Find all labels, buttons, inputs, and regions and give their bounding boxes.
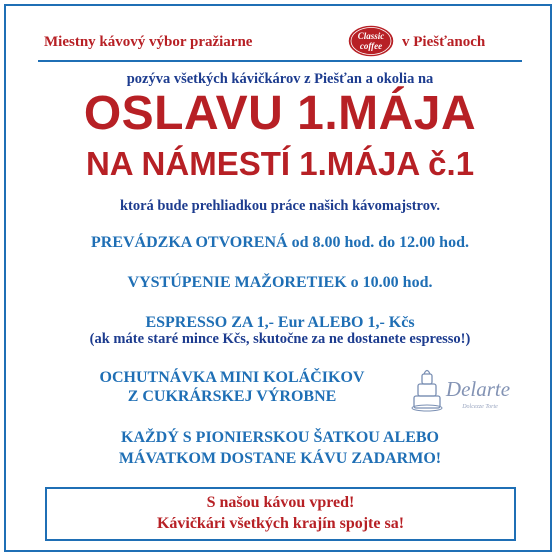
svg-text:Dolcezze Torte: Dolcezze Torte — [462, 404, 498, 410]
espresso-note: (ak máte staré mince Kčs, skutočne za ne dostanete espresso!) — [89, 331, 471, 347]
pioneer-line2: MÁVATKOM DOSTANE KÁVU ZADARMO! — [118, 450, 442, 467]
invitation-text: pozýva všetkých kávičkárov z Piešťan a okolia na — [126, 71, 434, 87]
espresso-offer: ESPRESSO ZA 1,- Eur ALEBO 1,- Kčs — [145, 314, 415, 331]
tasting-line1: OCHUTNÁVKA MINI KOLÁČIKOV — [99, 369, 365, 386]
headline-primary: OSLAVU 1.MÁJA — [83, 87, 477, 140]
header — [0, 30, 560, 54]
motto-line2: Kávičkári všetkých krajín spojte sa! — [156, 515, 405, 532]
header-location: v Piešťanoch — [402, 34, 486, 50]
svg-text:Classic: Classic — [357, 31, 385, 41]
header-divider — [38, 60, 522, 62]
opening-hours: PREVÁDZKA OTVORENÁ od 8.00 hod. do 12.00 hod. — [91, 234, 469, 251]
tasting-line2: Z CUKRÁRSKEJ VÝROBNE — [127, 388, 337, 405]
delarte-logo — [410, 362, 520, 420]
svg-text:coffee: coffee — [359, 41, 383, 51]
subtitle-text: ktorá bude prehliadkou práce našich kávomajstrov. — [119, 198, 441, 214]
classic-coffee-logo — [346, 23, 396, 59]
motto-line1: S našou kávou vpred! — [206, 494, 355, 511]
headline-secondary: NA NÁMESTÍ 1.MÁJA č.1 — [85, 145, 475, 182]
majorettes-performance: VYSTÚPENIE MAŽORETIEK o 10.00 hod. — [127, 274, 433, 291]
header-organizer: Miestny kávový výbor pražiarne — [44, 34, 253, 50]
pioneer-line1: KAŽDÝ S PIONIERSKOU ŠATKOU ALEBO — [121, 429, 439, 446]
svg-text:Delarte: Delarte — [445, 377, 511, 401]
motto-box — [45, 487, 516, 541]
